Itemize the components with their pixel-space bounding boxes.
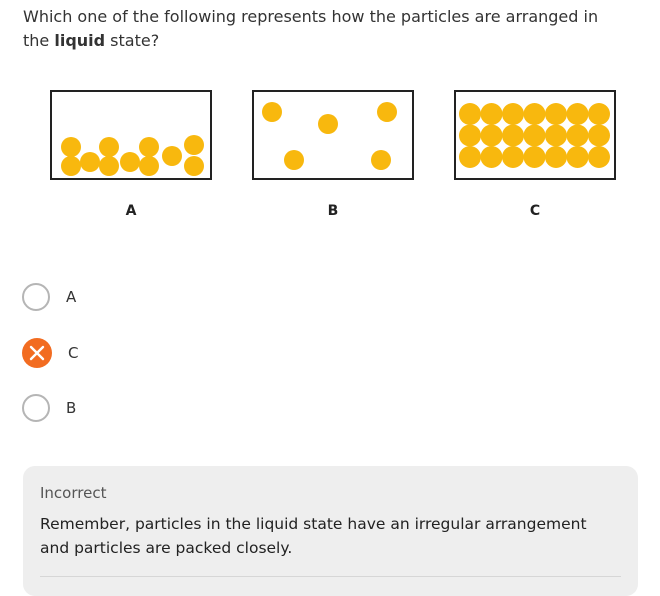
particle	[588, 146, 610, 168]
feedback-divider	[40, 576, 621, 577]
particle	[502, 103, 524, 125]
particle	[567, 146, 589, 168]
figure-a-label: A	[125, 203, 137, 219]
particle	[502, 125, 524, 147]
particle	[481, 103, 503, 125]
feedback-text: Remember, particles in the liquid state have an irregular arrangement and particles are packed closely.	[40, 515, 587, 557]
figure-b-particles	[254, 92, 412, 178]
particle	[545, 125, 567, 147]
figure-c-box	[454, 90, 616, 180]
particle	[481, 146, 503, 168]
particle	[545, 103, 567, 125]
particle	[459, 146, 481, 168]
particle	[588, 125, 610, 147]
figure-b-label: B	[327, 203, 339, 219]
particle	[459, 125, 481, 147]
figure-c-particles	[456, 92, 614, 178]
incorrect-x-icon[interactable]	[22, 338, 52, 368]
option-b-label: B	[66, 399, 77, 417]
question-text-end: state?	[105, 31, 160, 50]
feedback-panel	[23, 466, 638, 596]
particle	[567, 125, 589, 147]
option-c[interactable]	[22, 337, 78, 369]
question-text	[23, 5, 623, 53]
question-text-part: Which one of the following represents how the particles are arranged in the	[23, 7, 599, 50]
option-c-label: C	[68, 344, 79, 362]
option-b[interactable]	[22, 392, 76, 424]
figure-b-box	[252, 90, 414, 180]
particle	[524, 146, 546, 168]
figure-c-label: C	[529, 203, 541, 219]
figure-a-box	[50, 90, 212, 180]
radio-unselected-icon[interactable]	[22, 283, 50, 311]
particle	[567, 103, 589, 125]
figure-a-particles	[52, 92, 210, 178]
option-a[interactable]	[22, 281, 76, 313]
option-a-label: A	[66, 288, 77, 306]
particle	[524, 103, 546, 125]
radio-unselected-icon[interactable]	[22, 394, 50, 422]
particle	[588, 103, 610, 125]
feedback-title: Incorrect	[40, 484, 107, 502]
particle	[459, 103, 481, 125]
particle	[524, 125, 546, 147]
particle	[502, 146, 524, 168]
particle	[481, 125, 503, 147]
particle	[545, 146, 567, 168]
question-emphasis: liquid	[54, 31, 106, 50]
